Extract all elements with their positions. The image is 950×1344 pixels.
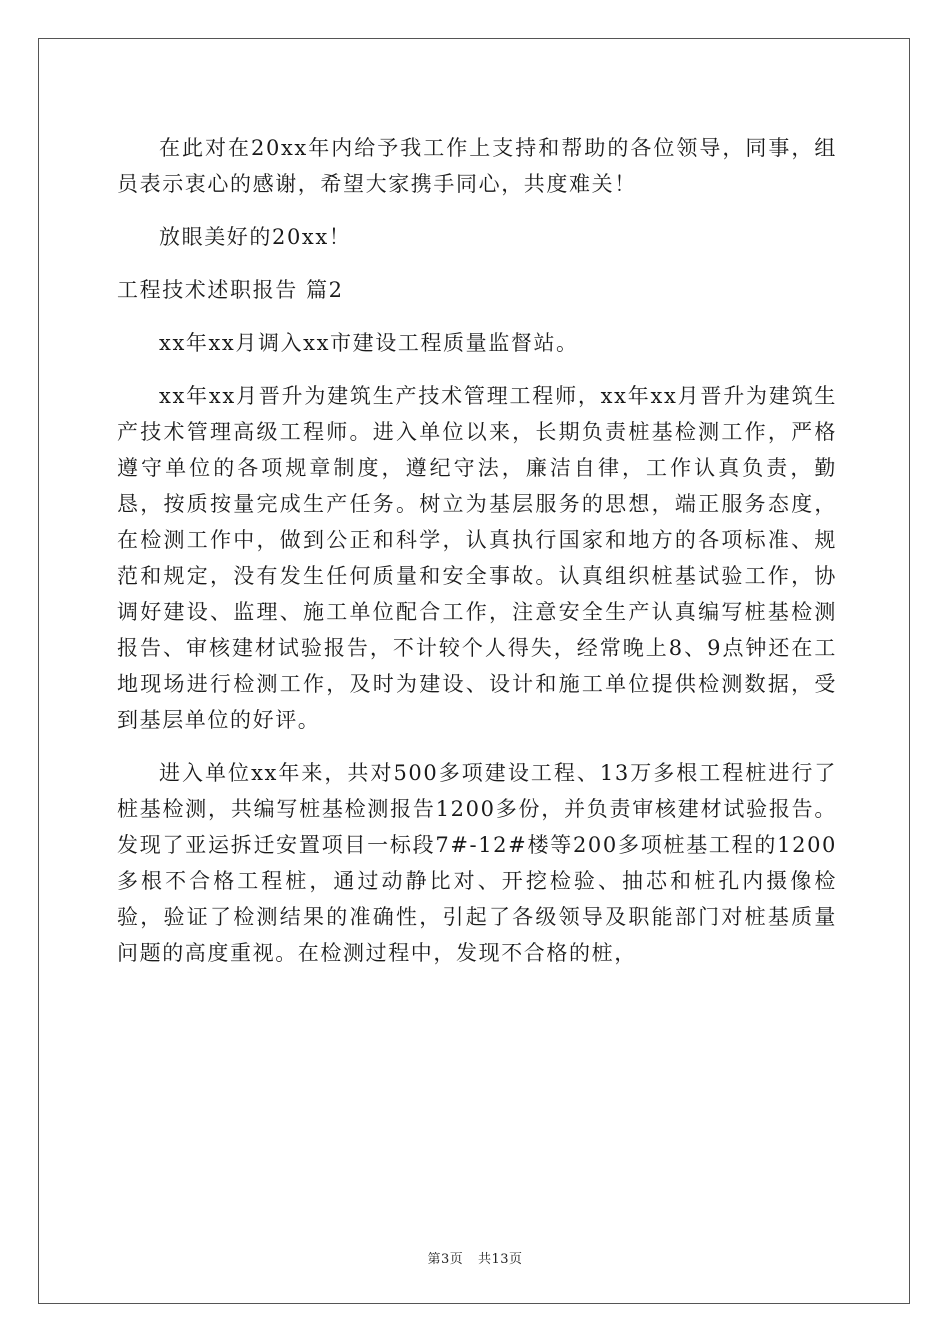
section-heading: 工程技术述职报告 篇2 (117, 278, 344, 302)
page-number: 第3页 (427, 1252, 464, 1267)
document-body (117, 130, 837, 971)
page-footer (0, 1248, 950, 1267)
paragraph-transfer: xx年xx月调入xx市建设工程质量监督站。 (159, 331, 579, 355)
paragraph-thanks: 在此对在20xx年内给予我工作上支持和帮助的各位领导，同事，组员表示衷心的感谢，希望大家携手同心，共度难关！ (117, 136, 837, 196)
paragraph-outlook: 放眼美好的20xx！ (159, 225, 352, 249)
page-total: 共13页 (477, 1252, 523, 1267)
paragraph-promotion: xx年xx月晋升为建筑生产技术管理工程师，xx年xx月晋升为建筑生产技术管理高级工程师。进入单位以来，长期负责桩基检测工作，严格遵守单位的各项规章制度，遵纪守法，廉洁自律，工作认真负责，勤恳，按质按量完成生产任务。树立为基层服务的思想，端正服务态度，在检测工作中，做到公正和科学，认真执行国家和地方的各项标准、规范和规定，没有发生任何质量和安全事故。认真组织桩基试验工作，协调好建设、监理、施工单位配合工作，注意安全生产认真编写桩基检测报告、审核建材试验报告，不计较个人得失，经常晚上8、9点钟还在工地现场进行检测工作，及时为建设、设计和施工单位提供检测数据，受到基层单位的好评。 (117, 384, 837, 732)
paragraph-achievements: 进入单位xx年来，共对500多项建设工程、13万多根工程桩进行了桩基检测，共编写桩基检测报告1200多份，并负责审核建材试验报告。发现了亚运拆迁安置项目一标段7#-12#楼等200多项桩基工程的1200多根不合格工程桩，通过动静比对、开挖检验、抽芯和桩孔内摄像检验，验证了检测结果的准确性，引起了各级领导及职能部门对桩基质量问题的高度重视。在检测过程中，发现不合格的桩， (117, 761, 837, 965)
